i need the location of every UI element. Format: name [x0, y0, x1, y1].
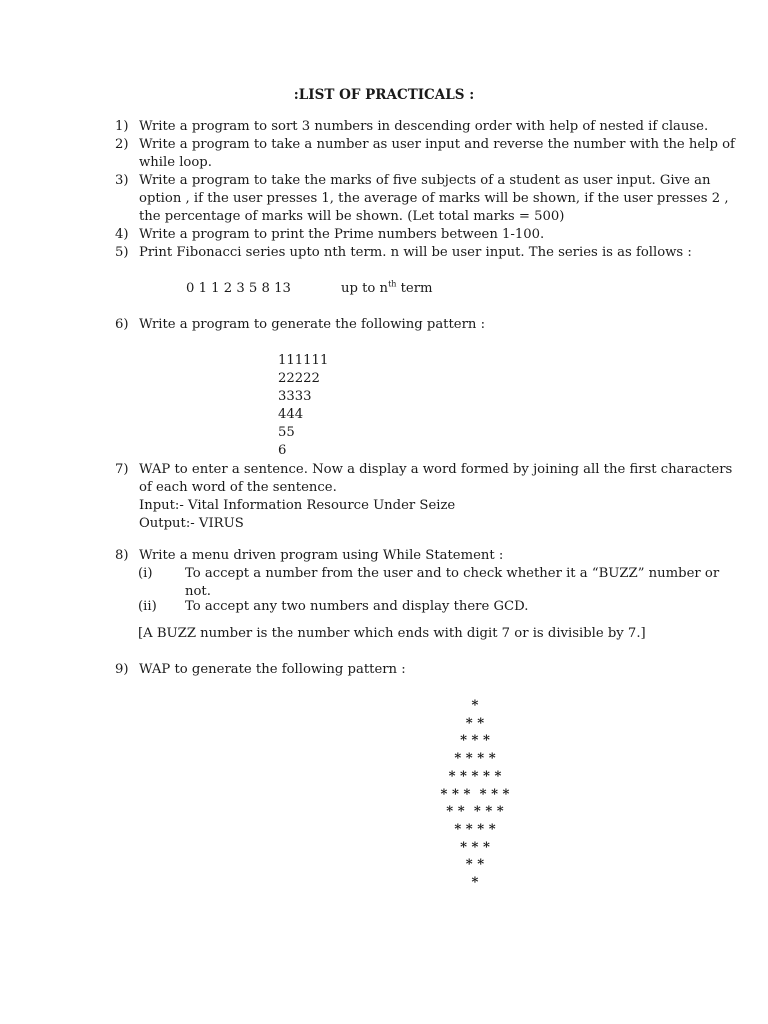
pattern-row: 3333 — [278, 389, 312, 404]
item-number: 1) — [115, 119, 129, 134]
item-text-line: Write a program to sort 3 numbers in descending order with help of nested if clause. — [139, 119, 709, 134]
practical-item-5 — [115, 244, 692, 262]
pattern-row: 22222 — [278, 371, 320, 386]
option-text-line: not. — [185, 584, 211, 599]
item-number: 2) — [115, 137, 129, 152]
item-text-line: Write a program to take the marks of five subjects of a student as user input. Give an — [139, 173, 711, 188]
item-number: 7) — [115, 462, 129, 477]
item-text-line: Write a program to take a number as user input and reverse the number with the help of — [139, 137, 735, 152]
item-text-line: the percentage of marks will be shown. (Let total marks = 500) — [139, 209, 565, 224]
number-pattern — [278, 352, 328, 460]
item-text-line: Input:- Vital Information Resource Under Seize — [139, 498, 456, 513]
option-marker: (i) — [138, 566, 153, 581]
pattern-row: 444 — [278, 407, 304, 422]
item-number: 4) — [115, 227, 129, 242]
star-row: * * * * — [454, 751, 496, 767]
item-text-line: Output:- VIRUS — [139, 516, 244, 531]
buzz-note: [A BUZZ number is the number which ends with digit 7 or is divisible by 7.] — [138, 626, 646, 641]
star-row: * — [471, 875, 479, 891]
star-row: * * * * * * — [440, 786, 510, 802]
star-row: * * * — [460, 839, 490, 855]
fibonacci-upto: up to $n^{th}$ term — [341, 279, 433, 296]
item-text-line: Write a menu driven program using While Statement : — [139, 548, 504, 563]
practical-item-8 — [115, 547, 675, 565]
practical-item-6 — [115, 316, 675, 334]
option-text-line: To accept any two numbers and display there GCD. — [185, 599, 529, 614]
star-row: * * — [465, 715, 485, 731]
star-pattern — [400, 697, 550, 892]
star-row: * — [471, 698, 479, 713]
pattern-row: 55 — [278, 425, 295, 440]
option-text-line: To accept a number from the user and to check whether it a “BUZZ” number or — [185, 566, 720, 581]
item-text-line: Print Fibonacci series upto nth term. n will be user input. The series is as follows : — [139, 245, 692, 260]
item-number: 8) — [115, 548, 129, 563]
fibonacci-series: 0 1 1 2 3 5 8 13 — [186, 281, 291, 296]
item-number: 5) — [115, 245, 129, 260]
item-text-line: WAP to generate the following pattern : — [139, 662, 406, 677]
practical-item-2 — [115, 136, 735, 172]
item-text-line: Write a program to print the Prime numbers between 1-100. — [139, 227, 545, 242]
menu-option-i — [138, 565, 720, 601]
practical-item-3 — [115, 172, 729, 226]
star-row: * * * — [460, 733, 490, 749]
pattern-row: 6 — [278, 443, 287, 458]
item-text-line: of each word of the sentence. — [139, 480, 337, 495]
item-number: 6) — [115, 317, 129, 332]
star-row: * * * * * — [448, 768, 502, 784]
option-marker: (ii) — [138, 599, 157, 614]
practical-item-7 — [115, 461, 733, 533]
item-text-line: while loop. — [139, 155, 212, 170]
star-row: * * — [465, 857, 485, 873]
page-title: :LIST OF PRACTICALS : — [293, 87, 475, 103]
item-number: 3) — [115, 173, 129, 188]
item-number: 9) — [115, 662, 129, 677]
practical-item-4 — [115, 226, 675, 244]
star-row: * * * * — [454, 821, 496, 837]
star-row: * * * * * — [446, 804, 504, 820]
item-text-line: option , if the user presses 1, the average of marks will be shown, if the user presses 2 , — [139, 191, 729, 206]
item-text-line: Write a program to generate the following pattern : — [139, 317, 486, 332]
item-text-line: WAP to enter a sentence. Now a display a word formed by joining all the first characters — [139, 462, 733, 477]
menu-option-ii — [138, 598, 678, 616]
practical-item-9 — [115, 661, 675, 679]
practical-item-1 — [115, 118, 709, 136]
pattern-row: 111111 — [278, 353, 329, 368]
